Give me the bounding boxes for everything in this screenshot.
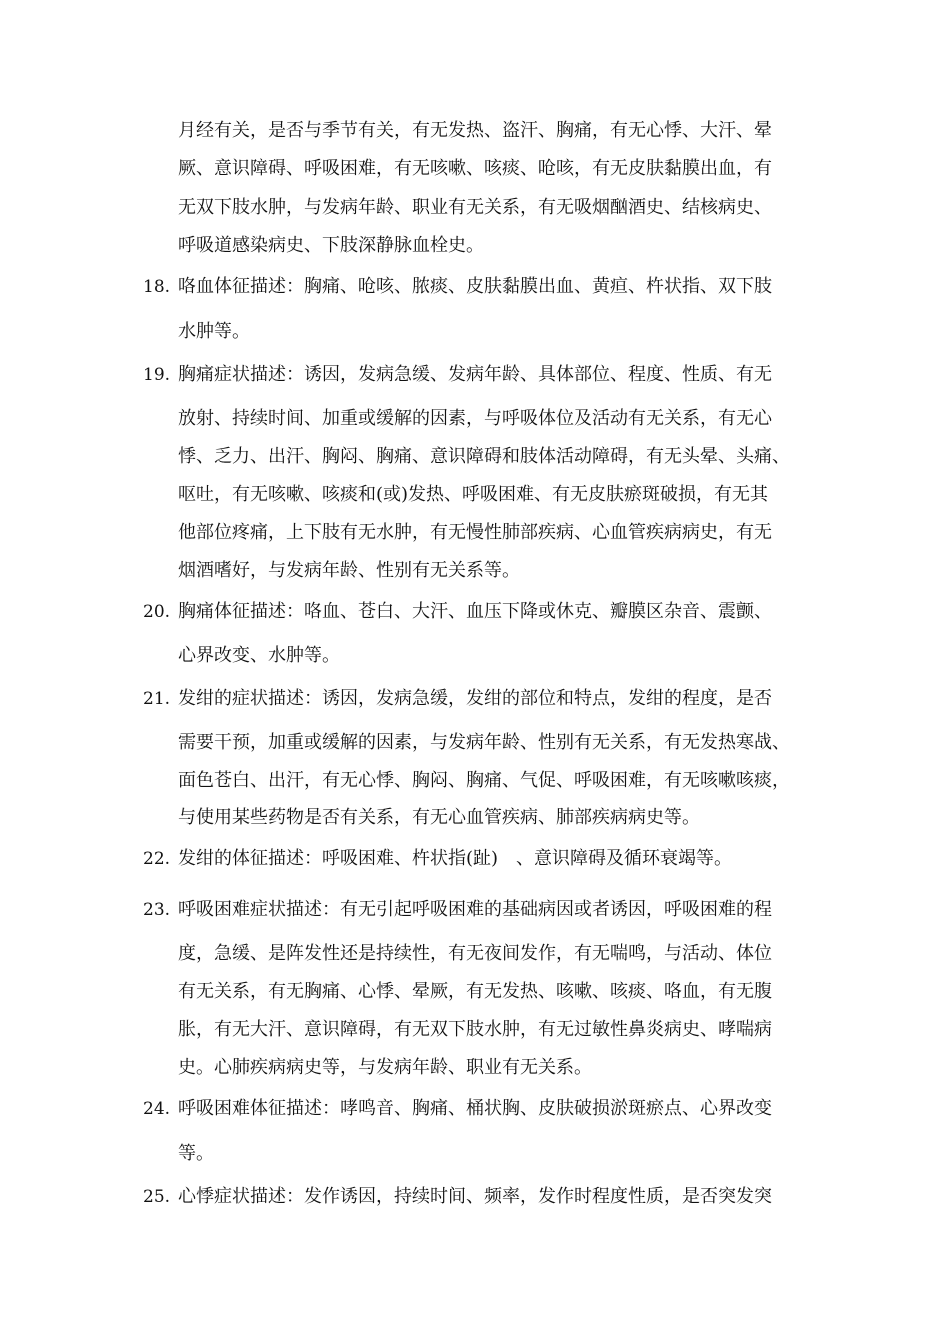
text-line: 史。心肺疾病病史等，与发病年龄、职业有无关系。 <box>178 1057 592 1078</box>
text-line: 心界改变、水肿等。 <box>178 645 340 666</box>
text-line: 烟酒嗜好，与发病年龄、性别有无关系等。 <box>178 560 520 581</box>
item-number: 18. <box>143 277 171 297</box>
text-line: 胸痛症状描述：诱因，发病急缓、发病年龄、具体部位、程度、性质、有无 <box>178 364 772 385</box>
text-line: 放射、持续时间、加重或缓解的因素，与呼吸体位及活动有无关系，有无心 <box>178 408 772 429</box>
item-number: 25. <box>143 1187 171 1207</box>
text-line: 呼吸道感染病史、下肢深静脉血栓史。 <box>178 235 484 256</box>
text-line: 需要干预，加重或缓解的因素，与发病年龄、性别有无关系，有无发热寒战、 <box>178 732 790 753</box>
text-line: 等。 <box>178 1143 214 1164</box>
item-number: 21. <box>143 689 171 709</box>
text-line: 呕吐，有无咳嗽、咳痰和(或)发热、呼吸困难、有无皮肤瘀斑破损，有无其 <box>178 484 769 505</box>
item-number: 19. <box>143 365 171 385</box>
text-line: 与使用某些药物是否有关系，有无心血管疾病、肺部疾病病史等。 <box>178 807 700 828</box>
text-line: 悸、乏力、出汗、胸闷、胸痛、意识障碍和肢体活动障碍，有无头晕、头痛、 <box>178 446 790 467</box>
text-line: 有无关系，有无胸痛、心悸、晕厥，有无发热、咳嗽、咳痰、咯血，有无腹 <box>178 981 772 1002</box>
item-number: 24. <box>143 1099 171 1119</box>
item-number: 22. <box>143 849 171 869</box>
text-line: 月经有关，是否与季节有关，有无发热、盗汗、胸痛，有无心悸、大汗、晕 <box>178 120 772 141</box>
text-line: 发绀的体征描述：呼吸困难、杵状指(趾) 、意识障碍及循环衰竭等。 <box>178 848 733 869</box>
text-line: 他部位疼痛，上下肢有无水肿，有无慢性肺部疾病、心血管疾病病史，有无 <box>178 522 772 543</box>
text-line: 呼吸困难症状描述：有无引起呼吸困难的基础病因或者诱因，呼吸困难的程 <box>178 899 772 920</box>
item-number: 20. <box>143 602 171 622</box>
item-number: 23. <box>143 900 171 920</box>
text-line: 厥、意识障碍、呼吸困难，有无咳嗽、咳痰、呛咳，有无皮肤黏膜出血，有 <box>178 158 772 179</box>
text-line: 胀，有无大汗、意识障碍，有无双下肢水肿，有无过敏性鼻炎病史、哮喘病 <box>178 1019 772 1040</box>
text-line: 度，急缓、是阵发性还是持续性，有无夜间发作，有无喘鸣，与活动、体位 <box>178 943 772 964</box>
text-line: 面色苍白、出汗，有无心悸、胸闷、胸痛、气促、呼吸困难，有无咳嗽咳痰， <box>178 770 790 791</box>
text-line: 水肿等。 <box>178 321 250 342</box>
text-line: 心悸症状描述：发作诱因，持续时间、频率，发作时程度性质，是否突发突 <box>178 1186 772 1207</box>
text-line: 胸痛体征描述：咯血、苍白、大汗、血压下降或休克、瓣膜区杂音、震颤、 <box>178 601 772 622</box>
text-line: 咯血体征描述：胸痛、呛咳、脓痰、皮肤黏膜出血、黄疸、杵状指、双下肢 <box>178 276 772 297</box>
text-line: 无双下肢水肿，与发病年龄、职业有无关系，有无吸烟酗酒史、结核病史、 <box>178 197 772 218</box>
text-line: 发绀的症状描述：诱因，发病急缓，发绀的部位和特点，发绀的程度，是否 <box>178 688 772 709</box>
text-line: 呼吸困难体征描述：哮鸣音、胸痛、桶状胸、皮肤破损淤斑瘀点、心界改变 <box>178 1098 772 1119</box>
